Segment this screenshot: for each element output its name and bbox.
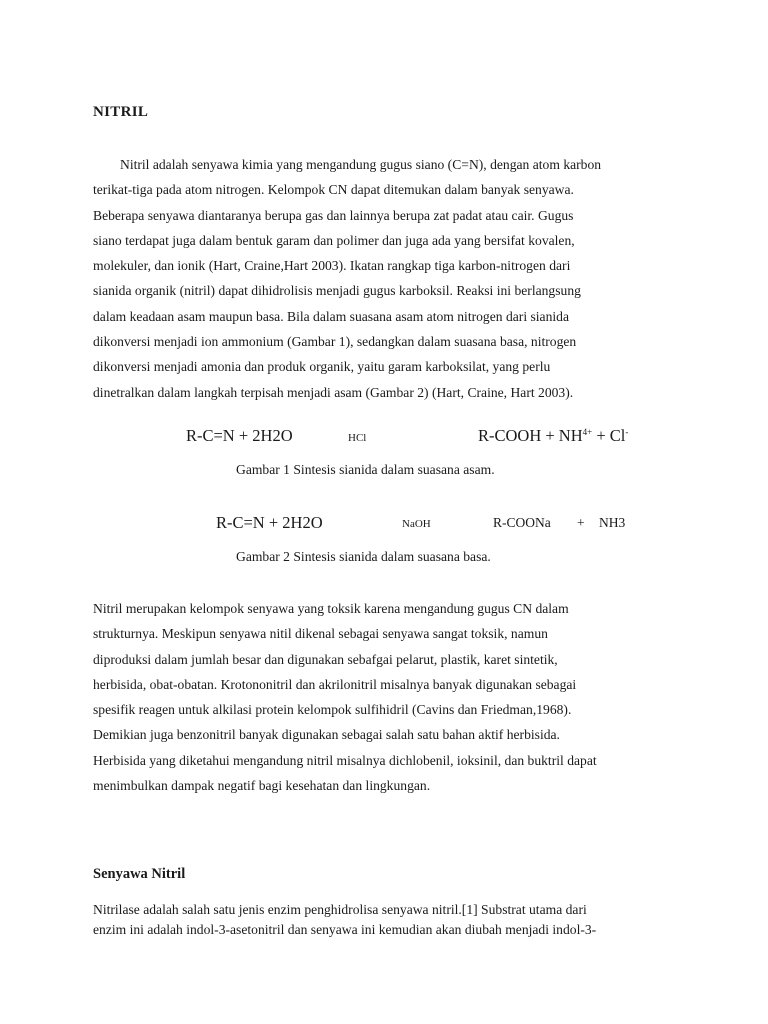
text-line: Herbisida yang diketahui mengandung nitril misalnya dichlobenil, ioksinil, dan buktril dapat [93, 752, 597, 768]
equation1-products-sup2: - [625, 427, 629, 437]
document-title: NITRIL [93, 104, 149, 120]
text-line: diproduksi dalam jumlah besar dan digunakan sebafgai pelarut, plastik, karet sintetik, [93, 651, 558, 667]
text-line: Nitrilase adalah salah satu jenis enzim penghidrolisa senyawa nitril.[1] Substrat utama dari [93, 902, 587, 917]
equation1-products-sup: 4+ [582, 427, 593, 437]
section-heading-senyawa-nitril: Senyawa Nitril [93, 866, 186, 882]
text-line: sianida organik (nitril) dapat dihidrolisis menjadi gugus karboksil. Reaksi ini berlangsung [93, 283, 581, 299]
text-line: herbisida, obat-obatan. Krotononitril dan akrilonitril misalnya banyak digunakan sebagai [93, 676, 577, 692]
equation2-reactants: R-C=N + 2H2O [216, 513, 323, 532]
equation1-products-mid: + Cl [592, 426, 626, 445]
text-line: menimbulkan dampak negatif bagi kesehatan dan lingkungan. [93, 778, 431, 794]
text-line: dikonversi menjadi ion ammonium (Gambar 1), sedangkan dalam suasana basa, nitrogen [93, 334, 577, 350]
equation1-catalyst: HCl [348, 432, 367, 444]
text-line: enzim ini adalah indol-3-asetonitril dan senyawa ini kemudian akan diubah menjadi indol-3- [93, 921, 597, 937]
text-line: Beberapa senyawa diantaranya berupa gas dan lainnya berupa zat padat atau cair. Gugus [93, 207, 574, 223]
equation1-products [478, 426, 628, 446]
equation2-product2: NH3 [599, 515, 626, 530]
text-line: spesifik reagen untuk alkilasi protein kelompok sulfihidril (Cavins dan Friedman,1968). [93, 702, 572, 718]
text-line: strukturnya. Meskipun senyawa nitil dikenal sebagai senyawa sangat toksik, namun [93, 626, 548, 642]
text-line: dikonversi menjadi amonia dan produk organik, yaitu garam karboksilat, yang perlu [93, 359, 551, 375]
text-line: Nitril merupakan kelompok senyawa yang toksik karena mengandung gugus CN dalam [93, 601, 569, 616]
paragraph-toxicity [93, 596, 683, 798]
paragraph-nitrilase [93, 900, 693, 939]
text-line: molekuler, dan ionik (Hart, Craine,Hart 2003). Ikatan rangkap tiga karbon-nitrogen dari [93, 258, 571, 274]
text-line: Demikian juga benzonitril banyak digunakan sebagai salah satu bahan aktif herbisida. [93, 727, 560, 743]
equation2-product1: R-COONa [493, 515, 551, 530]
caption-figure2: Gambar 2 Sintesis sianida dalam suasana basa. [236, 549, 491, 564]
text-line: dalam keadaan asam maupun basa. Bila dalam suasana asam atom nitrogen dari sianida [93, 308, 569, 324]
text-line: siano terdapat juga dalam bentuk garam dan polimer dan juga ada yang bersifat kovalen, [93, 232, 575, 248]
text-line: terikat-tiga pada atom nitrogen. Kelompok CN dapat ditemukan dalam banyak senyawa. [93, 182, 574, 198]
equation2-catalyst: NaOH [402, 518, 431, 530]
equation1-products-prefix: R-COOH + NH [478, 426, 583, 445]
equation2-plus: + [577, 515, 585, 530]
caption-figure1: Gambar 1 Sintesis sianida dalam suasana asam. [236, 462, 495, 477]
paragraph-intro [93, 152, 683, 405]
equation1-reactants: R-C=N + 2H2O [186, 426, 293, 445]
text-line: Nitril adalah senyawa kimia yang mengandung gugus siano (C=N), dengan atom karbon [120, 157, 602, 172]
text-line: dinetralkan dalam langkah terpisah menjadi asam (Gambar 2) (Hart, Craine, Hart 2003). [93, 384, 574, 400]
